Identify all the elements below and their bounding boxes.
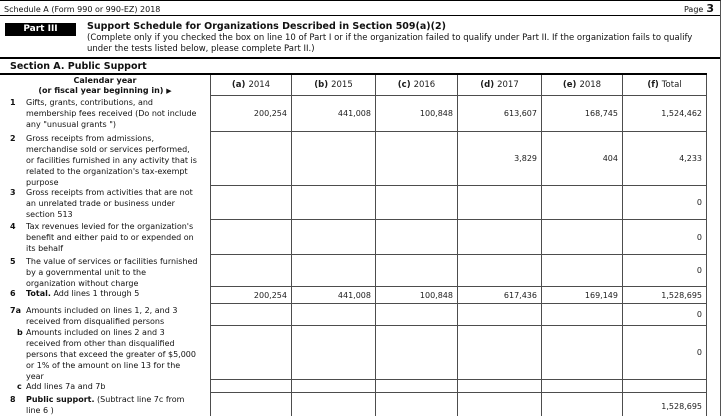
line6-value-d: 617,436	[458, 287, 542, 304]
line1-value-c: 100,848	[376, 96, 458, 132]
line7c-value-e	[542, 380, 623, 393]
line5-value-c	[376, 255, 458, 287]
line3-value-c	[376, 186, 458, 220]
line3-label: 3 Gross receipts from activities that are not an unrelated trade or business under section 513	[0, 186, 211, 220]
line6-label: 6 Total. Add lines 1 through 5	[0, 287, 211, 304]
line7a-value-f: 0	[623, 304, 707, 326]
line2-value-b	[292, 132, 376, 186]
line2-value-d: 3,829	[458, 132, 542, 186]
line2-value-c	[376, 132, 458, 186]
line5-value-a	[211, 255, 292, 287]
calendar-year-line2: (or fiscal year beginning in) ▶	[38, 85, 172, 95]
line4-value-e	[542, 220, 623, 255]
line6-value-e: 169,149	[542, 287, 623, 304]
line2-value-e: 404	[542, 132, 623, 186]
line4-label: 4 Tax revenues levied for the organization's benefit and either paid to or expended on its behalf	[0, 220, 211, 255]
part-iii-text	[87, 21, 711, 55]
part-iii-badge: Part III	[5, 23, 76, 36]
line3-value-d	[458, 186, 542, 220]
line5-label: 5 The value of services or facilities furnished by a governmental unit to the organization without charge	[0, 255, 211, 287]
page-number-value: 3	[706, 2, 714, 15]
line1-value-d: 613,607	[458, 96, 542, 132]
col-header-a: (a) 2014	[211, 75, 292, 96]
line7b-value-a	[211, 326, 292, 380]
line7c-value-c	[376, 380, 458, 393]
line3-value-e	[542, 186, 623, 220]
line7a-value-d	[458, 304, 542, 326]
part-iii-title: Support Schedule for Organizations Described in Section 509(a)(2)	[87, 21, 446, 32]
line2-value-f: 4,233	[623, 132, 707, 186]
line7b-value-f: 0	[623, 326, 707, 380]
line1-value-b: 441,008	[292, 96, 376, 132]
line3-value-b	[292, 186, 376, 220]
col-header-b: (b) 2015	[292, 75, 376, 96]
line7c-value-a	[211, 380, 292, 393]
page-header	[0, 1, 720, 16]
line7b-value-d	[458, 326, 542, 380]
line6-value-b: 441,008	[292, 287, 376, 304]
line7b-value-e	[542, 326, 623, 380]
line6-value-a: 200,254	[211, 287, 292, 304]
line4-value-c	[376, 220, 458, 255]
line7c-value-b	[292, 380, 376, 393]
line5-value-d	[458, 255, 542, 287]
form-id-title: Schedule A (Form 990 or 990-EZ) 2018	[4, 5, 161, 14]
col-header-d: (d) 2017	[458, 75, 542, 96]
line7a-value-b	[292, 304, 376, 326]
line8-value-b	[292, 393, 376, 416]
line8-value-d	[458, 393, 542, 416]
calendar-year-header	[0, 75, 211, 96]
line5-value-f: 0	[623, 255, 707, 287]
line1-value-a: 200,254	[211, 96, 292, 132]
line5-value-b	[292, 255, 376, 287]
line6-value-c: 100,848	[376, 287, 458, 304]
line7b-label: b Amounts included on lines 2 and 3 received from other than disqualified persons that exceed the greater of $5,000 or 1% of the amount on line 13 for the year	[0, 326, 211, 380]
line1-label: 1 Gifts, grants, contributions, and membership fees received (Do not include any "unusual grants ")	[0, 96, 211, 132]
line2-value-a	[211, 132, 292, 186]
line8-value-c	[376, 393, 458, 416]
line2-label: 2 Gross receipts from admissions, merchandise sold or services performed, or facilities furnished in any activity that is related to the organization's tax-exempt purpose	[0, 132, 211, 186]
line8-value-f: 1,528,695	[623, 393, 707, 416]
line8-label: 8 Public support. (Subtract line 7c from line 6 )	[0, 393, 211, 416]
line3-value-a	[211, 186, 292, 220]
line4-value-a	[211, 220, 292, 255]
line7c-label: c Add lines 7a and 7b	[0, 380, 211, 393]
line8-value-e	[542, 393, 623, 416]
line1-value-f: 1,524,462	[623, 96, 707, 132]
page-label: Page	[683, 5, 704, 14]
right-arrow-icon: ▶	[166, 86, 172, 95]
page-number	[684, 4, 714, 14]
section-a-title: Section A. Public Support	[10, 61, 147, 72]
line7a-value-e	[542, 304, 623, 326]
line1-value-e: 168,745	[542, 96, 623, 132]
col-header-e: (e) 2018	[542, 75, 623, 96]
line7a-label: 7a Amounts included on lines 1, 2, and 3 received from disqualified persons	[0, 304, 211, 326]
calendar-year-line1: Calendar year	[73, 75, 137, 85]
col-header-f: (f) Total	[623, 75, 707, 96]
public-support-table	[0, 73, 707, 416]
part-iii-header	[0, 21, 720, 59]
part-iii-instructions: (Complete only if you checked the box on line 10 of Part I or if the organization failed to qualify under Part II. If the organization fails to qualify under the tests listed below, please complete Part II.)	[87, 33, 693, 54]
line6-value-f: 1,528,695	[623, 287, 707, 304]
line4-value-d	[458, 220, 542, 255]
line7c-value-f	[623, 380, 707, 393]
line4-value-b	[292, 220, 376, 255]
line3-value-f: 0	[623, 186, 707, 220]
line7a-value-a	[211, 304, 292, 326]
line8-value-a	[211, 393, 292, 416]
line7b-value-b	[292, 326, 376, 380]
line5-value-e	[542, 255, 623, 287]
line4-value-f: 0	[623, 220, 707, 255]
line7a-value-c	[376, 304, 458, 326]
line7c-value-d	[458, 380, 542, 393]
line7b-value-c	[376, 326, 458, 380]
col-header-c: (c) 2016	[376, 75, 458, 96]
